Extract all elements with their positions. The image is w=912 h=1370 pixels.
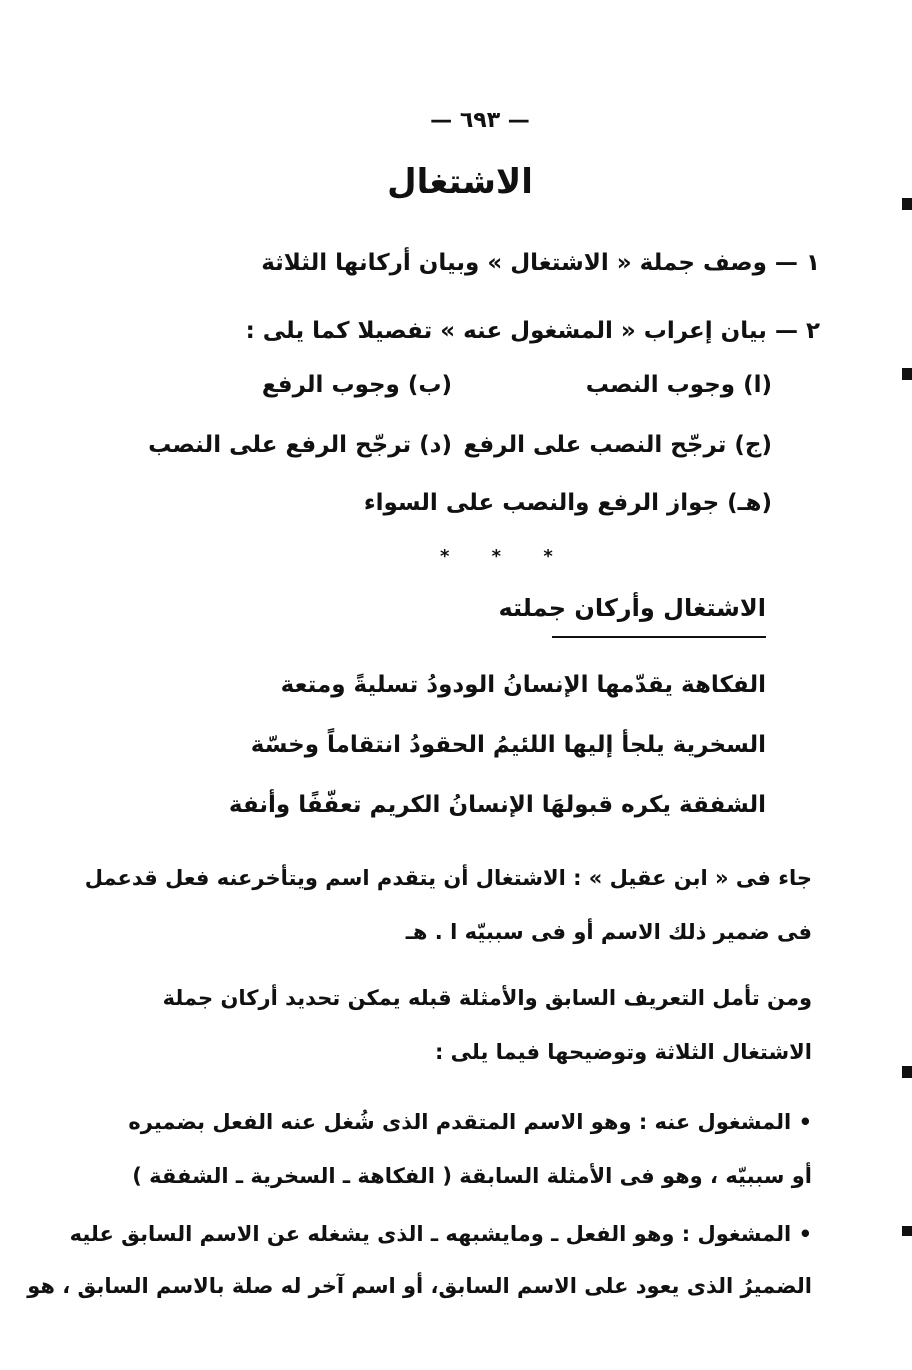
- scan-edge-mark: [902, 1226, 912, 1236]
- case-b: (ب) وجوب الرفع: [261, 372, 452, 398]
- summary-item-2: ٢ — بيان إعراب « المشغول عنه » تفصيلا كما يلى :: [245, 318, 820, 344]
- separator-stars: * * *: [440, 546, 571, 567]
- page-title: الاشتغال: [387, 162, 533, 202]
- example-line-3: الشفقة يكره قبولهَا الإنسانُ الكريم تعفّفًا وأنفة: [228, 792, 766, 818]
- case-a: (ا) وجوب النصب: [585, 372, 772, 398]
- case-c: (ج) ترجّح النصب على الرفع: [463, 432, 772, 458]
- example-line-2: السخرية يلجأ إليها اللئيمُ الحقودُ انتقاماً وخسّة: [250, 732, 766, 758]
- bullet-1-line-1: • المشغول عنه : وهو الاسم المتقدم الذى شُغل عنه الفعل بضميره: [128, 1110, 812, 1134]
- heading-underline: [552, 636, 766, 638]
- example-line-1: الفكاهة يقدّمها الإنسانُ الودودُ تسليةً ومتعة: [280, 672, 766, 698]
- case-d: (د) ترجّح الرفع على النصب: [148, 432, 452, 458]
- scan-edge-mark: [902, 198, 912, 210]
- section-heading: الاشتغال وأركان جملته: [498, 594, 766, 622]
- paragraph-1-line-1: جاء فى « ابن عقيل » : الاشتغال أن يتقدم اسم ويتأخرعنه فعل قدعمل: [84, 866, 812, 890]
- bullet-2-line-1: • المشغول : وهو الفعل ـ ومايشبهه ـ الذى يشغله عن الاسم السابق عليه: [69, 1222, 812, 1246]
- case-e: (هـ) جواز الرفع والنصب على السواء: [363, 490, 772, 516]
- page-number: — ٦٩٣ —: [430, 108, 530, 133]
- scan-edge-mark: [902, 368, 912, 380]
- scan-edge-mark: [902, 1066, 912, 1078]
- paragraph-2-line-2: الاشتغال الثلاثة وتوضيحها فيما يلى :: [434, 1040, 812, 1064]
- paragraph-1-line-2: فى ضمير ذلك الاسم أو فى سببيّه ا . هـ: [405, 920, 812, 944]
- summary-item-1: ١ — وصف جملة « الاشتغال » وبيان أركانها الثلاثة: [261, 250, 820, 276]
- bullet-1-line-2: أو سببيّه ، وهو فى الأمثلة السابقة ( الفكاهة ـ السخرية ـ الشفقة ): [132, 1164, 812, 1188]
- bullet-2-line-2: الضميرُ الذى يعود على الاسم السابق، أو اسم آخر له صلة بالاسم السابق ، هو: [27, 1274, 812, 1298]
- paragraph-2-line-1: ومن تأمل التعريف السابق والأمثلة قبله يمكن تحديد أركان جملة: [162, 986, 812, 1010]
